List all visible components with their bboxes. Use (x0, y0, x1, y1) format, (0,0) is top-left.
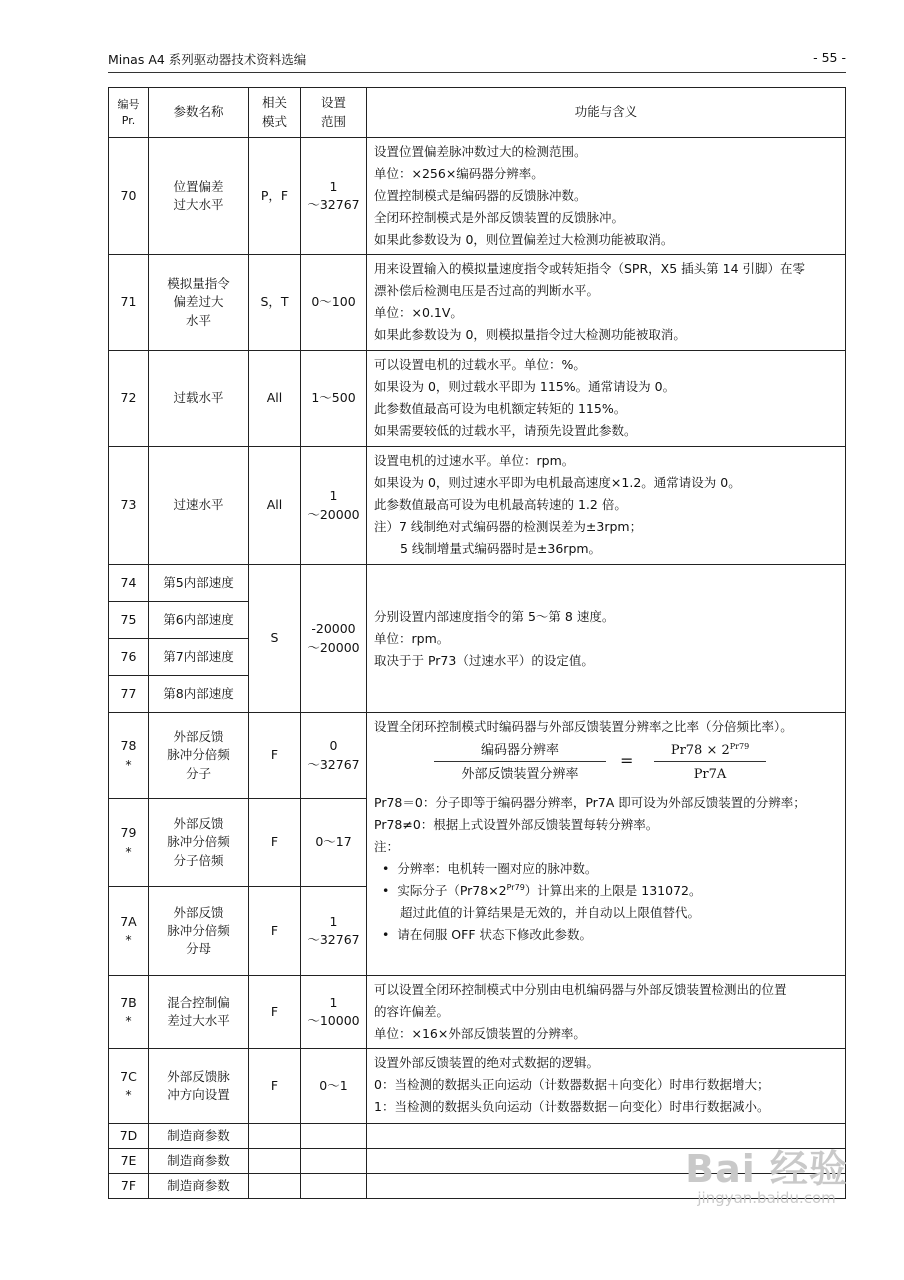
bullet-icon: • (382, 883, 390, 898)
bullet-text: 分辨率：电机转一圈对应的脉冲数。 (397, 861, 598, 876)
note-bullet (374, 924, 838, 946)
param-no (109, 447, 149, 565)
text-line: 如果设为 0，则过速水平即为电机最高速度×1.2。通常请设为 0。 (374, 475, 741, 490)
table-row (109, 565, 846, 602)
text-line: F (270, 1077, 279, 1093)
text-line: * (125, 932, 132, 947)
param-desc (367, 565, 846, 713)
formula-right-numerator (650, 740, 770, 762)
param-range (301, 1149, 367, 1174)
desc-indent-line: 5 线制增量式编码器时是±36rpm。 (400, 541, 602, 556)
header-name (149, 88, 249, 138)
param-mode (249, 713, 301, 799)
param-range (301, 887, 367, 976)
param-name (149, 799, 249, 887)
text-line: 0～1 (319, 1077, 348, 1093)
param-no (109, 255, 149, 351)
text-line: 1：当检测的数据头负向运动（计数器数据－向变化）时串行数据减小。 (374, 1099, 770, 1114)
bullet-text: 请在伺服 OFF 状态下修改此参数。 (397, 927, 592, 942)
bullet-icon: • (382, 861, 390, 876)
text-line: 取决于于 Pr73（过速水平）的设定值。 (374, 652, 594, 668)
text-line: 外部反馈 (173, 904, 224, 920)
param-no (109, 887, 149, 976)
parameter-table (108, 87, 846, 1199)
param-desc (367, 351, 846, 447)
text-line: 如果此参数设为 0，则模拟量指令过大检测功能被取消。 (374, 327, 686, 342)
bullet-icon: • (382, 927, 390, 942)
param-no: 7D (109, 1124, 149, 1149)
table-row (109, 138, 846, 255)
text-line: 混合控制偏 (167, 994, 230, 1010)
text-line: S，T (260, 294, 289, 310)
text-line: 如果需要较低的过载水平，请预先设置此参数。 (374, 423, 637, 438)
text-line: 0：当检测的数据头正向运动（计数器数据＋向变化）时串行数据增大； (374, 1077, 770, 1092)
param-range (301, 713, 367, 799)
param-name (149, 447, 249, 565)
param-no (109, 138, 149, 255)
text-line: 模拟量指令 (167, 276, 230, 292)
text-line: ～20000 (307, 506, 360, 522)
param-name (149, 255, 249, 351)
text-line: ～32767 (307, 756, 360, 772)
param-mode (249, 976, 301, 1049)
param-name (149, 138, 249, 255)
text-line: 可以设置电机的过载水平。单位：%。 (374, 357, 586, 372)
param-no (109, 351, 149, 447)
param-range (301, 138, 367, 255)
text-line: 位置控制模式是编码器的反馈脉冲数。 (374, 188, 587, 203)
text-line: Pr78＝0：分子即等于编码器分辨率，Pr7A 即可设为外部反馈装置的分辨率； (374, 795, 806, 810)
formula-right-bar (654, 761, 766, 762)
formula-equals: = (620, 751, 634, 770)
watermark-logo-text: Bai 经验 (685, 1147, 848, 1191)
text-line: 0 (329, 738, 338, 754)
param-no (109, 976, 149, 1049)
text-line: 注： (374, 839, 400, 854)
param-name: 第6内部速度 (149, 602, 249, 639)
param-no (109, 799, 149, 887)
table-header-row (109, 88, 846, 138)
text-line: 设置 (320, 95, 346, 111)
table-row (109, 976, 846, 1049)
param-name (149, 713, 249, 799)
baidu-jingyan-watermark (685, 1138, 848, 1207)
param-no (109, 713, 149, 799)
text-line: 脉冲分倍频 (167, 834, 230, 850)
note-bullet (374, 858, 838, 880)
param-desc (367, 255, 846, 351)
param-mode (249, 799, 301, 887)
formula-right-numerator-exp: Pr79 (729, 742, 750, 751)
text-line: 设置位置偏差脉冲数过大的检测范围。 (374, 144, 587, 159)
text-line: 外部反馈脉 (167, 1068, 230, 1084)
text-line: F (270, 834, 279, 850)
watermark-logo (685, 1138, 848, 1193)
text-line: 单位：×256×编码器分辨率。 (374, 166, 544, 181)
formula-left-denominator: 外部反馈装置分辨率 (461, 767, 579, 782)
bullet-continuation: 超过此值的计算结果是无效的，并自动以上限值替代。 (400, 905, 701, 920)
param-desc (367, 713, 846, 976)
param-range (301, 1124, 367, 1149)
param-no: 77 (109, 676, 149, 713)
param-name (149, 887, 249, 976)
bullet-sup: Pr79 (506, 883, 525, 892)
param-mode (249, 1124, 301, 1149)
text-line: * (125, 1013, 132, 1028)
text-line: 水平 (185, 312, 211, 328)
param-mode (249, 138, 301, 255)
text-line: 1 (329, 178, 338, 194)
text-line: 全闭环控制模式是外部反馈装置的反馈脉冲。 (374, 210, 625, 225)
text-line: 单位：×16×外部反馈装置的分辨率。 (374, 1026, 586, 1041)
text-line: 1 (329, 994, 338, 1010)
text-line: 此参数值最高可设为电机额定转矩的 115%。 (374, 401, 627, 416)
text-line: * (125, 843, 132, 859)
text-line: 72 (120, 390, 137, 406)
param-name (149, 1049, 249, 1124)
param-mode (249, 351, 301, 447)
text-line: 的容许偏差。 (374, 1004, 450, 1019)
text-line: 此参数值最高可设为电机最高转速的 1.2 倍。 (374, 497, 627, 512)
page-header (108, 50, 846, 70)
text-line: 脉冲分倍频 (167, 747, 230, 763)
param-mode (249, 1174, 301, 1199)
text-line: 单位：×0.1V。 (374, 305, 463, 320)
text-line: F (270, 922, 279, 938)
param-range (301, 351, 367, 447)
text-line: 1 (329, 913, 338, 929)
text-line: 79 (120, 825, 137, 841)
text-line: 漂补偿后检测电压是否过高的判断水平。 (374, 283, 600, 298)
text-line: 7B (120, 994, 137, 1010)
param-desc (367, 1049, 846, 1124)
param-no: 7E (109, 1149, 149, 1174)
param-range (301, 976, 367, 1049)
param-range (301, 447, 367, 565)
table-row (109, 713, 846, 799)
text-line: 分子 (185, 765, 211, 781)
text-line: 分子倍频 (173, 852, 224, 868)
formula-left-bar (434, 761, 606, 762)
text-line: 功能与含义 (574, 104, 638, 120)
bullet-text: ）计算出来的上限是 131072。 (524, 883, 702, 898)
param-no: 76 (109, 639, 149, 676)
text-line: 外部反馈 (173, 729, 224, 745)
bullet-text: 实际分子（Pr78×2 (397, 883, 507, 898)
text-line: 偏差过大 (173, 294, 224, 310)
text-line: 位置偏差 (173, 178, 224, 194)
formula-right-numerator-base: Pr78 × 2 (670, 743, 730, 758)
param-range (301, 1049, 367, 1124)
header-rule (108, 72, 846, 73)
table-row (109, 255, 846, 351)
text-line: 分母 (185, 941, 211, 957)
param-name: 制造商参数 (149, 1174, 249, 1199)
param-name (149, 351, 249, 447)
page-number: - 55 - (813, 50, 846, 65)
table-row (109, 447, 846, 565)
param-desc (367, 976, 846, 1049)
text-line: All (266, 390, 283, 406)
table-row (109, 351, 846, 447)
header-mode (249, 88, 301, 138)
text-line: ～32767 (307, 932, 360, 947)
text-line: All (266, 497, 283, 513)
param-mode (249, 447, 301, 565)
text-line: 用来设置输入的模拟量速度指令或转矩指令（SPR，X5 插头第 14 引脚）在零 (374, 261, 806, 276)
param-no: 75 (109, 602, 149, 639)
watermark-url: jingyan.baidu.com (697, 1189, 836, 1207)
text-line: F (270, 1003, 279, 1019)
text-line: 设置电机的过速水平。单位：rpm。 (374, 453, 575, 468)
text-line: 如果此参数设为 0，则位置偏差过大检测功能被取消。 (374, 232, 674, 247)
ratio-formula (374, 740, 838, 786)
param-no (109, 1049, 149, 1124)
text-line: * (125, 756, 132, 772)
text-line: 模式 (261, 113, 287, 129)
param-name (149, 976, 249, 1049)
text-line: 如果设为 0，则过载水平即为 115%。通常请设为 0。 (374, 379, 676, 394)
text-line: 参数名称 (173, 104, 224, 120)
document-title: Minas A4 系列驱动器技术资料选编 (108, 52, 307, 67)
param-range (301, 565, 367, 713)
text-line: 外部反馈 (173, 816, 224, 832)
text-line: 过载水平 (173, 390, 224, 406)
text-line: 70 (120, 187, 137, 203)
param-mode: S (249, 565, 301, 713)
text-line: 78 (120, 738, 137, 754)
note-bullet (374, 880, 838, 902)
header-range (301, 88, 367, 138)
text-line: 0～17 (315, 834, 352, 850)
param-name: 制造商参数 (149, 1149, 249, 1174)
text-line: 差过大水平 (167, 1013, 230, 1028)
text-line: 0～100 (311, 294, 356, 310)
text-line: ～32767 (307, 197, 360, 212)
param-name: 第7内部速度 (149, 639, 249, 676)
text-line: 单位：rpm。 (374, 630, 450, 646)
text-line: ～20000 (307, 639, 360, 655)
desc-intro: 设置全闭环控制模式时编码器与外部反馈装置分辨率之比率（分倍频比率）。 (374, 719, 793, 734)
param-desc (367, 138, 846, 255)
text-line: -20000 (311, 621, 356, 637)
text-line: 7A (120, 913, 137, 929)
text-line: P，F (260, 187, 289, 203)
text-line: 1 (329, 488, 338, 504)
table-row (109, 1049, 846, 1124)
text-line: 相关 (261, 95, 287, 111)
text-line: 过大水平 (173, 197, 224, 212)
param-mode (249, 1049, 301, 1124)
text-line: * (125, 1087, 132, 1102)
param-no: 7F (109, 1174, 149, 1199)
param-range (301, 1174, 367, 1199)
text-line: 设置外部反馈装置的绝对式数据的逻辑。 (374, 1055, 600, 1070)
formula-right-denominator: Pr7A (693, 767, 727, 782)
param-range (301, 255, 367, 351)
text-line: Pr78≠0：根据上式设置外部反馈装置每转分辨率。 (374, 817, 659, 832)
param-no: 74 (109, 565, 149, 602)
param-desc (367, 447, 846, 565)
param-mode (249, 887, 301, 976)
param-mode (249, 1149, 301, 1174)
param-name: 第8内部速度 (149, 676, 249, 713)
text-line: 范围 (320, 113, 346, 129)
text-line: 脉冲分倍频 (167, 922, 230, 938)
header-no (109, 88, 149, 138)
text-line: 71 (120, 294, 137, 310)
formula-left-numerator: 编码器分辨率 (480, 743, 559, 758)
text-line: 1～500 (311, 390, 356, 406)
text-line: ～10000 (307, 1013, 360, 1028)
text-line: 编号 (117, 97, 140, 111)
param-range (301, 799, 367, 887)
param-name: 第5内部速度 (149, 565, 249, 602)
text-line: Pr. (121, 113, 136, 127)
text-line: 73 (120, 497, 137, 513)
text-line: 7C (120, 1068, 137, 1084)
header-desc (367, 88, 846, 138)
text-line: 冲方向设置 (167, 1087, 230, 1102)
text-line: 过速水平 (173, 497, 224, 513)
param-name: 制造商参数 (149, 1124, 249, 1149)
text-line: 注）7 线制绝对式编码器的检测误差为±3rpm； (374, 519, 643, 534)
text-line: 分别设置内部速度指令的第 5～第 8 速度。 (374, 608, 615, 624)
param-mode (249, 255, 301, 351)
text-line: 可以设置全闭环控制模式中分别由电机编码器与外部反馈装置检测出的位置 (374, 982, 787, 997)
text-line: F (270, 747, 279, 763)
